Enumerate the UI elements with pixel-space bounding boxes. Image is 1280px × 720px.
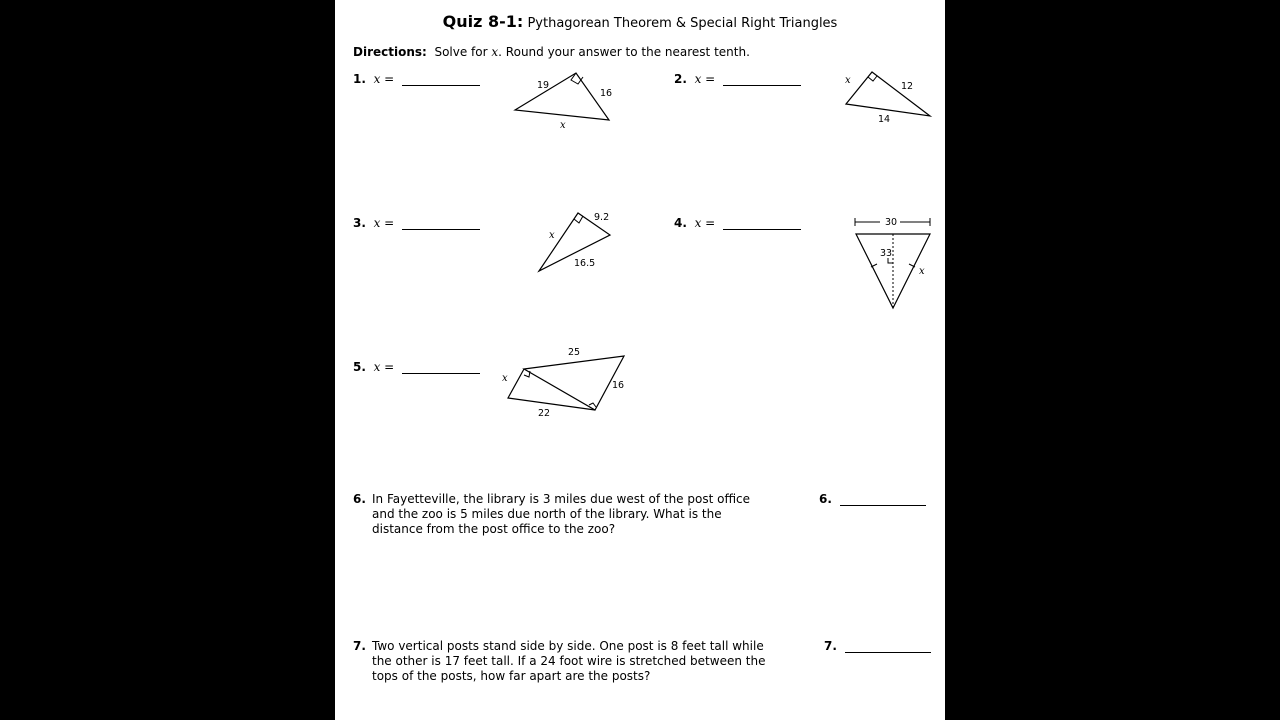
answer-blank[interactable]	[845, 640, 931, 653]
side-label: 9.2	[594, 212, 610, 223]
directions-text: Solve for	[434, 45, 488, 59]
answer-blank[interactable]	[723, 73, 801, 86]
problem-text: In Fayetteville, the library is 3 miles due west of the post office and the zoo is 5 miles due north of the library. What is the distance from the post office to the zoo?	[372, 492, 751, 536]
side-label: 14	[878, 114, 891, 125]
page-title	[335, 12, 945, 31]
problem-number: 1.	[353, 72, 366, 86]
side-label: 16.5	[574, 258, 596, 269]
side-label: 25	[568, 347, 581, 358]
problem-number: 5.	[353, 360, 366, 374]
answer-blank[interactable]	[402, 217, 480, 230]
side-label: x	[549, 230, 555, 241]
height-label: 33	[880, 248, 893, 259]
answer-var: x	[373, 360, 381, 374]
problem-4-triangle	[850, 212, 940, 312]
answer-6	[819, 492, 926, 506]
answer-eq: =	[384, 216, 395, 230]
problem-4-answer	[674, 216, 801, 230]
answer-number: 7.	[824, 639, 837, 653]
word-problem-7	[353, 639, 773, 684]
top-label: 30	[885, 217, 898, 228]
answer-7	[824, 639, 931, 653]
problem-number: 2.	[674, 72, 687, 86]
problem-2-triangle	[835, 66, 945, 131]
answer-blank[interactable]	[402, 73, 480, 86]
answer-blank[interactable]	[723, 217, 801, 230]
side-label: 22	[538, 408, 551, 419]
quiz-topic: Pythagorean Theorem & Special Right Triangles	[527, 16, 838, 31]
side-label: 16	[612, 380, 625, 391]
answer-blank[interactable]	[402, 361, 480, 374]
problem-text: Two vertical posts stand side by side. One post is 8 feet tall while the other is 17 feet tall. If a 24 foot wire is stretched between the tops of the posts, how far apart are the posts?	[372, 639, 766, 683]
problem-number: 7.	[353, 639, 366, 653]
answer-var: x	[694, 72, 702, 86]
word-problem-6	[353, 492, 773, 537]
directions-tail: . Round your answer to the nearest tenth.	[498, 45, 750, 59]
directions-label: Directions:	[353, 45, 427, 59]
problem-2-answer	[674, 72, 801, 86]
answer-number: 6.	[819, 492, 832, 506]
problem-5-answer	[353, 360, 480, 374]
answer-eq: =	[705, 72, 716, 86]
answer-blank[interactable]	[840, 493, 926, 506]
problem-1-answer	[353, 72, 480, 86]
problem-number: 3.	[353, 216, 366, 230]
problem-3-answer	[353, 216, 480, 230]
answer-var: x	[373, 216, 381, 230]
side-label: x	[502, 373, 508, 384]
answer-eq: =	[384, 360, 395, 374]
problem-number: 6.	[353, 492, 366, 506]
answer-eq: =	[384, 72, 395, 86]
problem-1-triangle	[505, 66, 625, 136]
answer-var: x	[373, 72, 381, 86]
directions-var: x	[491, 45, 499, 59]
answer-var: x	[694, 216, 702, 230]
worksheet-page	[335, 0, 945, 720]
side-label: x	[560, 120, 566, 131]
side-label: 16	[600, 88, 613, 99]
side-label: x	[919, 266, 925, 277]
side-label: 12	[901, 81, 914, 92]
side-label: x	[845, 75, 851, 86]
problem-5-figure	[500, 343, 635, 423]
problem-number: 4.	[674, 216, 687, 230]
problem-3-triangle	[530, 205, 620, 280]
answer-eq: =	[705, 216, 716, 230]
quiz-number: Quiz 8-1:	[442, 12, 524, 31]
directions	[353, 45, 750, 59]
side-label: 19	[537, 80, 550, 91]
